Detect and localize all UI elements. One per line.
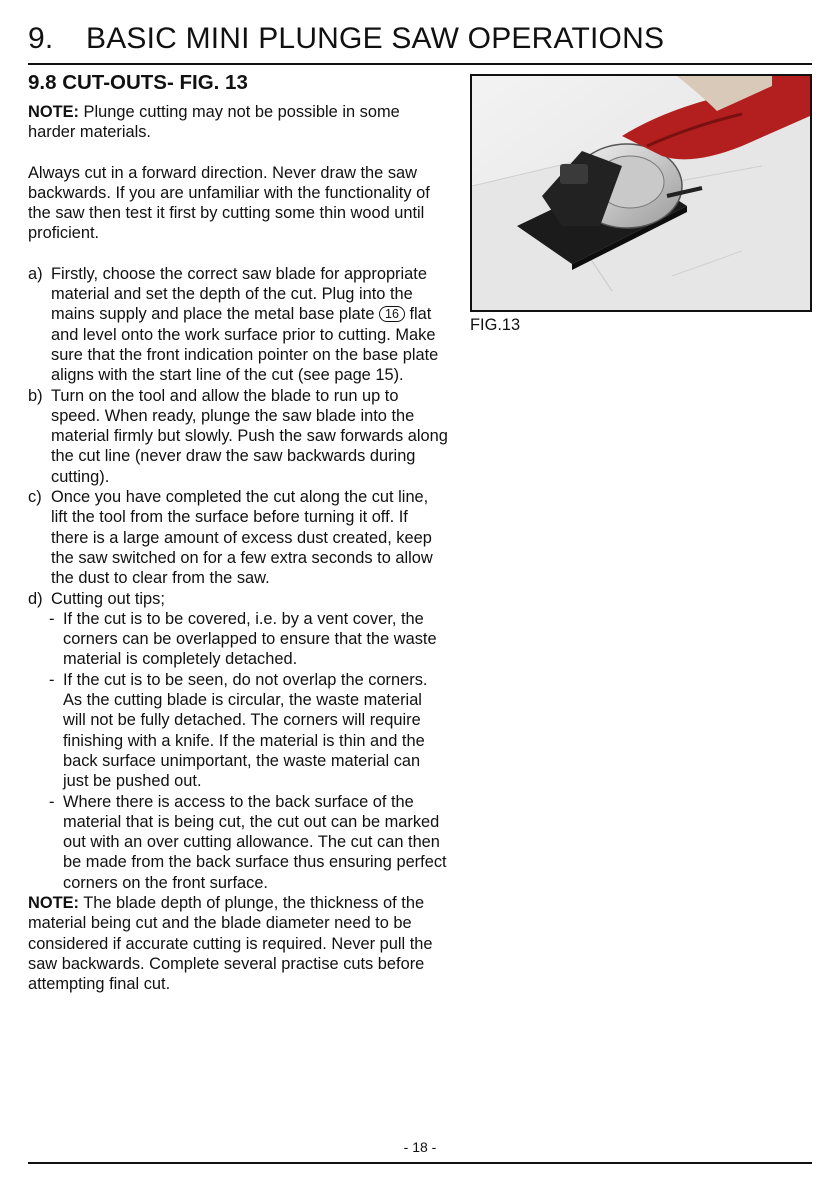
tip-item: - Where there is access to the back surface of the material that is being cut, the cut out can be marked out with an over cutting allowance. The cut can then be made from the back surface thus ensuring perfect corners on the front surface. bbox=[49, 792, 447, 892]
text-column bbox=[28, 70, 448, 994]
subsection-title: 9.8 CUT-OUTS- FIG. 13 bbox=[28, 71, 248, 94]
tip-item: - If the cut is to be covered, i.e. by a vent cover, the corners can be overlapped to ensure that the waste material is completely detached. bbox=[49, 609, 437, 669]
list-item-text: Once you have completed the cut along the cut line, lift the tool from the surface before turning it off. If there is a large amount of excess dust created, keep the saw switched on for a few extra seconds to allow the dust to clear from the saw. bbox=[51, 488, 433, 588]
note-text: The blade depth of plunge, the thickness of the material being cut and the blade diameter need to be considered if accurate cutting is required. Never pull the saw backwards. Complete several practise cuts before attempting final cut. bbox=[28, 893, 433, 994]
note-label: NOTE: bbox=[28, 103, 79, 121]
list-item-text: Turn on the tool and allow the blade to run up to speed. When ready, plunge the saw blade into the material firmly but slowly. Push the saw forwards along the cut line (never draw the saw backwards during cutting). bbox=[51, 386, 448, 486]
list-item-c bbox=[28, 487, 448, 588]
section-number: 9. bbox=[28, 22, 54, 55]
figure-13-photo bbox=[470, 74, 812, 312]
list-item-label: b) bbox=[28, 386, 43, 405]
note-paragraph bbox=[28, 102, 448, 143]
tip-item: - If the cut is to be seen, do not overlap the corners. As the cutting blade is circular, the waste material will not be fully detached. The corners will require finishing with a knife. If the material is thin and the back surface unimportant, the waste material can just be pushed out. bbox=[49, 670, 428, 791]
section-title: BASIC MINI PLUNGE SAW OPERATIONS bbox=[86, 22, 665, 55]
figure-caption: FIG.13 bbox=[470, 316, 521, 334]
footer-rule bbox=[28, 1162, 812, 1164]
part-reference-badge: 16 bbox=[379, 306, 405, 322]
list-item-d bbox=[28, 589, 448, 609]
page-number: - 18 - bbox=[403, 1139, 437, 1155]
section-header bbox=[28, 22, 812, 56]
mini-plunge-saw-illustration bbox=[472, 76, 810, 310]
note-label: NOTE: bbox=[28, 893, 79, 912]
list-item-label: d) bbox=[28, 589, 43, 608]
list-item-label: a) bbox=[28, 264, 43, 283]
closing-note-paragraph bbox=[28, 893, 448, 994]
tip-text: If the cut is to be covered, i.e. by a vent cover, the corners can be overlapped to ensure that the waste material is completely detached. bbox=[63, 609, 437, 669]
note-text: Plunge cutting may not be possible in some harder materials. bbox=[28, 103, 400, 142]
list-item-text: Cutting out tips; bbox=[51, 589, 165, 608]
list-item-label: c) bbox=[28, 488, 42, 507]
list-item-a: a) Firstly, choose the correct saw blade for appropriate material and set the depth of the cut. Plug into the mains supply and place the metal base plate 16 flat and level onto the work surface prior to cutting. Make sure that the front indication pointer on the base plate aligns with the start line of the cut (see page 15). bbox=[28, 264, 439, 385]
tip-text: Where there is access to the back surface of the material that is being cut, the cut out can be marked out with an over cutting allowance. The cut can then be made from the back surface thus ensuring perfect corners on the front surface. bbox=[63, 792, 447, 892]
list-item-b bbox=[28, 386, 448, 487]
header-rule bbox=[28, 63, 812, 65]
intro-paragraph: Always cut in a forward direction. Never draw the saw backwards. If you are unfamiliar with the functionality of the saw then test it first by cutting some thin wood until proficient. bbox=[28, 163, 430, 243]
tip-text: If the cut is to be seen, do not overlap the corners. As the cutting blade is circular, the waste material will not be fully detached. The corners will require finishing with a knife. If the material is thin and the back surface unimportant, the waste material can just be pushed out. bbox=[63, 670, 428, 791]
